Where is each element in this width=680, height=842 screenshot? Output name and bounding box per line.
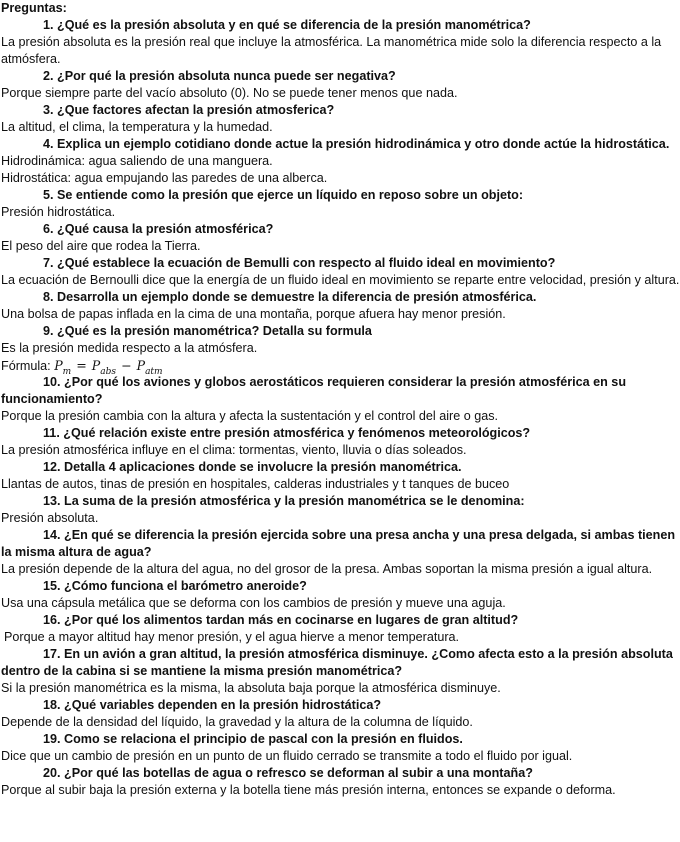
question-text: 6. ¿Qué causa la presión atmosférica? bbox=[43, 222, 274, 236]
answer-text: Porque a mayor altitud hay menor presión, y el agua hierve a menor temperatura. bbox=[4, 630, 460, 644]
qa-item bbox=[1, 221, 680, 255]
qa-item bbox=[1, 102, 680, 136]
question-text: 7. ¿Qué establece la ecuación de Bemulli con respecto al fluido ideal en movimiento? bbox=[43, 256, 556, 270]
qa-item bbox=[1, 136, 680, 187]
answer-text: La presión depende de la altura del agua, no del grosor de la presa. Ambas soportan la misma presión a igual altura. bbox=[1, 562, 653, 576]
qa-item bbox=[1, 578, 680, 612]
answer-text: Hidrodinámica: agua saliendo de una manguera. bbox=[1, 154, 273, 168]
qa-item bbox=[1, 374, 680, 425]
formula-symbol: P bbox=[54, 358, 63, 373]
answer-text: Hidrostática: agua empujando las paredes de una alberca. bbox=[1, 171, 328, 185]
answer-text: Es la presión medida respecto a la atmósfera. bbox=[1, 341, 258, 355]
formula-expression bbox=[54, 358, 163, 377]
question-text: 17. En un avión a gran altitud, la presión atmosférica disminuye. ¿Como afecta esto a la presión absoluta dentro de la cabina si se mantiene la misma presión manométrica? bbox=[1, 647, 673, 678]
formula-line bbox=[1, 357, 680, 377]
question-text: 1. ¿Qué es la presión absoluta y en qué se diferencia de la presión manométrica? bbox=[43, 18, 531, 32]
answer-text: Presión hidrostática. bbox=[1, 205, 116, 219]
qa-item bbox=[1, 646, 680, 697]
question-text: 13. La suma de la presión atmosférica y la presión manométrica se le denomina: bbox=[43, 494, 525, 508]
page-heading: Preguntas: bbox=[1, 1, 67, 15]
qa-item bbox=[1, 425, 680, 459]
qa-item bbox=[1, 17, 680, 68]
answer-text: Presión absoluta. bbox=[1, 511, 99, 525]
question-text: 4. Explica un ejemplo cotidiano donde actue la presión hidrodinámica y otro donde actúe la hidrostática. bbox=[43, 137, 670, 151]
answer-text: Porque siempre parte del vacío absoluto (0). No se puede tener menos que nada. bbox=[1, 86, 458, 100]
answer-text: Dice que un cambio de presión en un punto de un fluido cerrado se transmite a todo el fluido por igual. bbox=[1, 749, 573, 763]
answer-text: La ecuación de Bernoulli dice que la energía de un fluido ideal en movimiento se reparte entre velocidad, presión y altura. bbox=[1, 273, 680, 287]
answer-text: Si la presión manométrica es la misma, la absoluta baja porque la atmosférica disminuye. bbox=[1, 681, 501, 695]
answer-text: La altitud, el clima, la temperatura y la humedad. bbox=[1, 120, 273, 134]
formula-subscript: m bbox=[62, 367, 72, 377]
question-text: 12. Detalla 4 aplicaciones donde se involucre la presión manométrica. bbox=[43, 460, 462, 474]
answer-text: El peso del aire que rodea la Tierra. bbox=[1, 239, 201, 253]
question-text: 5. Se entiende como la presión que ejerce un líquido en reposo sobre un objeto: bbox=[43, 188, 524, 202]
qa-item bbox=[1, 731, 680, 765]
formula-label: Fórmula: bbox=[1, 359, 51, 373]
formula-operator: − bbox=[121, 358, 132, 373]
answer-text: Usa una cápsula metálica que se deforma con los cambios de presión y mueve una aguja. bbox=[1, 596, 506, 610]
answer-text: Una bolsa de papas inflada en la cima de una montaña, porque afuera hay menor presión. bbox=[1, 307, 506, 321]
qa-item bbox=[1, 527, 680, 578]
qa-item bbox=[1, 765, 680, 799]
answer-text: Llantas de autos, tinas de presión en hospitales, calderas industriales y t tanques de buceo bbox=[1, 477, 510, 491]
qa-item bbox=[1, 612, 680, 646]
answer-text: La presión absoluta es la presión real que incluye la atmosférica. La manométrica mide solo la diferencia respecto a la atmósfera. bbox=[1, 35, 662, 66]
question-text: 20. ¿Por qué las botellas de agua o refresco se deforman al subir a una montaña? bbox=[43, 766, 533, 780]
question-text: 8. Desarrolla un ejemplo donde se demuestre la diferencia de presión atmosférica. bbox=[43, 290, 537, 304]
qa-item bbox=[1, 323, 680, 377]
question-text: 18. ¿Qué variables dependen en la presión hidrostática? bbox=[43, 698, 382, 712]
question-text: 2. ¿Por qué la presión absoluta nunca puede ser negativa? bbox=[43, 69, 396, 83]
answer-text: Porque al subir baja la presión externa y la botella tiene más presión interna, entonces se expande o deforma. bbox=[1, 783, 616, 797]
answer-text: La presión atmosférica influye en el clima: tormentas, viento, lluvia o días soleados. bbox=[1, 443, 467, 457]
question-text: 15. ¿Cómo funciona el barómetro aneroide? bbox=[43, 579, 307, 593]
question-text: 16. ¿Por qué los alimentos tardan más en cocinarse en lugares de gran altitud? bbox=[43, 613, 519, 627]
question-text: 9. ¿Qué es la presión manométrica? Detalla su formula bbox=[43, 324, 372, 338]
qa-item bbox=[1, 459, 680, 493]
question-text: 19. Como se relaciona el principio de pascal con la presión en fluidos. bbox=[43, 732, 463, 746]
question-text: 10. ¿Por qué los aviones y globos aerostáticos requieren considerar la presión atmosférica en su funcionamiento? bbox=[1, 375, 627, 406]
answer-text: Depende de la densidad del líquido, la gravedad y la altura de la columna de líquido. bbox=[1, 715, 473, 729]
formula-subscript: atm bbox=[145, 367, 163, 377]
formula-symbol: P bbox=[91, 358, 101, 373]
qa-item bbox=[1, 255, 680, 289]
qa-item bbox=[1, 697, 680, 731]
qa-item bbox=[1, 493, 680, 527]
qa-item bbox=[1, 289, 680, 323]
formula-symbol: P bbox=[136, 358, 146, 373]
answer-text: Porque la presión cambia con la altura y afecta la sustentación y el control del aire o gas. bbox=[1, 409, 499, 423]
question-text: 11. ¿Qué relación existe entre presión atmosférica y fenómenos meteorológicos? bbox=[43, 426, 531, 440]
qa-item bbox=[1, 187, 680, 221]
question-text: 3. ¿Que factores afectan la presión atmosferica? bbox=[43, 103, 335, 117]
formula-operator: = bbox=[76, 358, 87, 373]
formula-subscript: abs bbox=[100, 367, 117, 377]
question-list bbox=[1, 17, 680, 799]
question-text: 14. ¿En qué se diferencia la presión ejercida sobre una presa ancha y una presa delgada, si ambas tienen la misma altura de agua? bbox=[1, 528, 676, 559]
qa-item bbox=[1, 68, 680, 102]
